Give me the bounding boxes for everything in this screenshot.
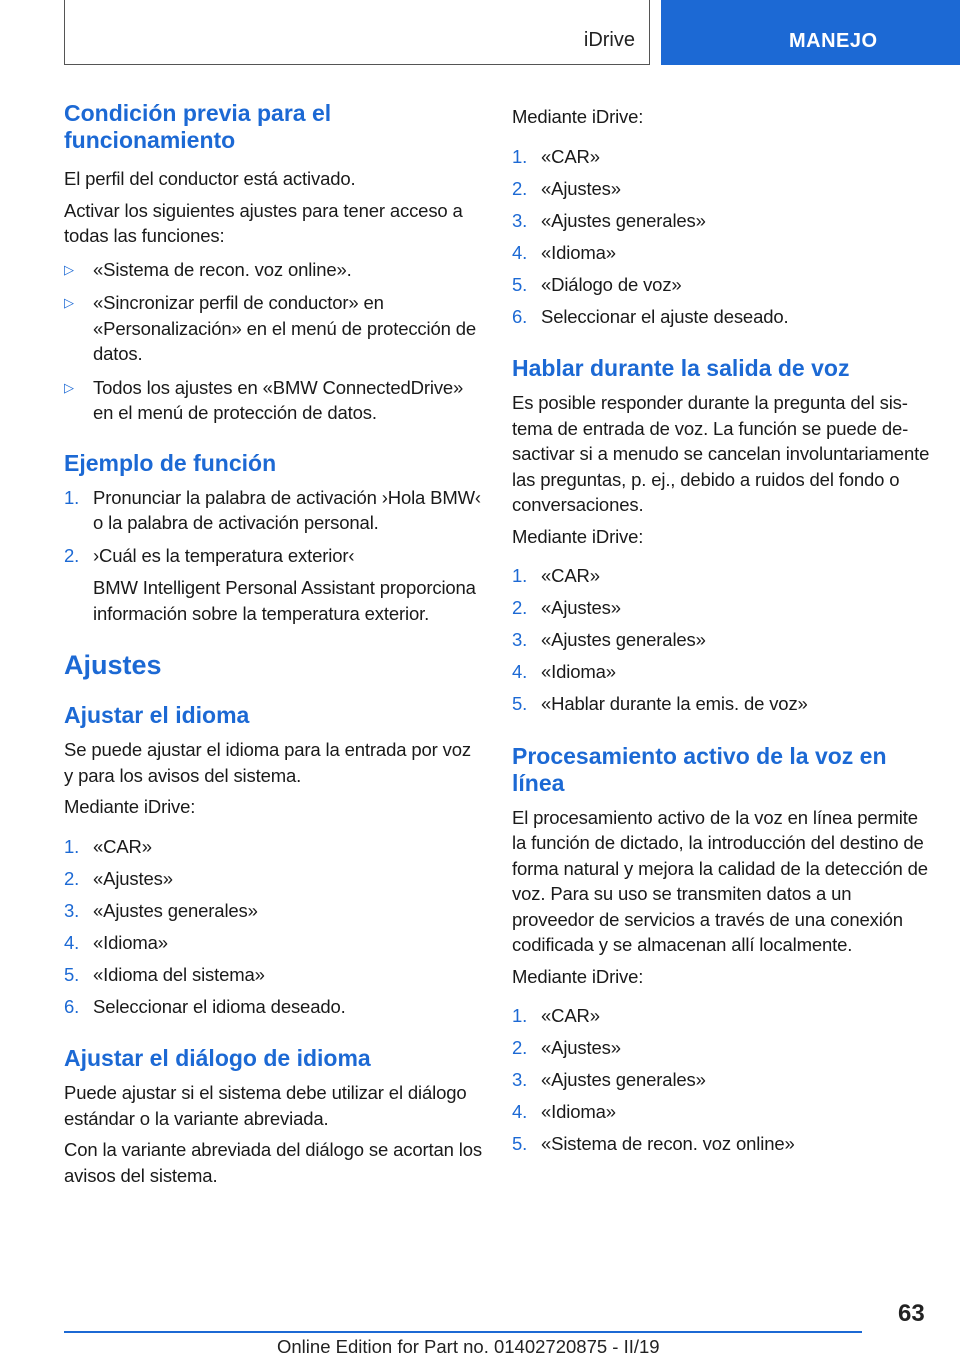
paragraph: Se puede ajustar el idioma para la entrada por voz y para los avisos del sistema.: [64, 739, 471, 786]
list-item: 3. «Ajustes generales»: [512, 629, 706, 650]
chapter-label: MANEJO: [789, 30, 878, 52]
heading-prerequisite: Condición previa para el funcionamiento: [64, 100, 332, 153]
example-note: BMW Intelligent Personal Assistant proporciona información sobre la temperatura exterior.: [93, 577, 476, 624]
list-item: 4. «Idioma»: [64, 931, 168, 953]
left-column: [64, 100, 482, 1188]
heading-online-processing: Procesamiento activo de la voz en línea: [512, 742, 887, 796]
paragraph: Puede ajustar si el sistema debe utilizar el diálogo estándar o la variante abreviada.: [64, 1082, 467, 1129]
page-header: [0, 0, 960, 66]
list-item: 5. «Diálogo de voz»: [512, 273, 682, 295]
paragraph: Con la variante abreviada del diálogo se acortan los avisos del sistema.: [64, 1139, 482, 1186]
paragraph: Mediante iDrive:: [512, 106, 644, 127]
heading-talk-during-output: Hablar durante la salida de voz: [512, 355, 850, 381]
dialog-steps: [512, 144, 932, 330]
list-item: 2. ›Cuál es la temperatura exterior‹: [64, 544, 355, 566]
triangle-right-icon: ▷: [64, 295, 74, 310]
footer-divider: [64, 1331, 862, 1333]
list-item: 3. «Ajustes generales»: [512, 209, 706, 231]
list-item: ▷ «Sincronizar perfil de conductor» en «Personalización» en el menú de protección de datos.: [64, 292, 477, 364]
triangle-right-icon: ▷: [64, 261, 74, 277]
list-item: 2. «Ajustes»: [512, 597, 621, 618]
prerequisite-list: [64, 257, 482, 426]
list-item: ▷ «Sistema de recon. voz online».: [64, 257, 482, 283]
language-steps: [64, 834, 482, 1020]
paragraph: El procesamiento activo de la voz en línea permite la función de dictado, la introducción del destino de forma natural y mejora la calidad de la detección de voz. Para su uso se transmiten datos a un proveedor de servicios a través de una conexión codificada y se almacenan allí localmente.: [512, 806, 928, 955]
section-label: iDrive: [583, 29, 635, 51]
list-item: 1. Pronunciar la palabra de activación ›Hola BMW‹ o la palabra de activación personal.: [64, 486, 481, 533]
list-item: ▷ Todos los ajustes en «BMW ConnectedDrive» en el menú de protección de datos.: [64, 376, 464, 423]
list-item: 2. «Ajustes»: [64, 867, 173, 889]
paragraph: Activar los siguientes ajustes para tener acceso a todas las funciones:: [64, 199, 463, 246]
paragraph: Mediante iDrive:: [512, 525, 644, 547]
list-item: 2. «Ajustes»: [512, 177, 621, 199]
list-item: 2. «Ajustes»: [512, 1037, 621, 1058]
paragraph: Mediante iDrive:: [512, 965, 644, 987]
page-number: 63: [898, 1300, 925, 1327]
right-column: [512, 104, 932, 1157]
footer-edition: Online Edition for Part no. 01402720875 - II/19: [277, 1336, 660, 1357]
list-item: 5. «Idioma del sistema»: [64, 963, 265, 985]
list-item: 1. «CAR»: [512, 145, 600, 167]
heading-settings: Ajustes: [64, 650, 162, 680]
list-item: 6. Seleccionar el ajuste deseado.: [512, 305, 789, 327]
list-item: 3. «Ajustes generales»: [64, 899, 258, 921]
list-item: 1. «CAR»: [512, 1005, 600, 1026]
section-tab: [64, 0, 650, 65]
triangle-right-icon: ▷: [64, 379, 74, 395]
list-item: 3. «Ajustes generales»: [512, 1069, 706, 1090]
list-item: 4. «Idioma»: [512, 661, 616, 682]
list-item: 4. «Idioma»: [512, 1101, 616, 1122]
list-item: 4. «Idioma»: [512, 241, 616, 263]
online-steps: [512, 1003, 932, 1157]
list-item: 6. Seleccionar el idioma deseado.: [64, 995, 346, 1017]
paragraph: Es posible responder durante la pregunta del sistema de entrada de voz. La función se puede desactivar si a menudo se cancelan involuntariamente las preguntas, p. ej., debido a ruidos del fondo o conversaciones.: [512, 392, 930, 515]
example-list: [64, 485, 482, 569]
list-item: 1. «CAR»: [64, 835, 152, 857]
heading-language: Ajustar el idioma: [64, 702, 250, 728]
heading-example: Ejemplo de función: [64, 449, 277, 476]
list-item: 5. «Sistema de recon. voz online»: [512, 1133, 795, 1154]
list-item: 1. «CAR»: [512, 565, 600, 586]
list-item: 5. «Hablar durante la emis. de voz»: [512, 693, 808, 714]
heading-dialog: Ajustar el diálogo de idioma: [64, 1045, 371, 1071]
paragraph: El perfil del conductor está activado.: [64, 168, 356, 189]
chapter-tab: [661, 0, 960, 65]
paragraph: Mediante iDrive:: [64, 796, 196, 817]
talk-steps: [512, 563, 932, 717]
